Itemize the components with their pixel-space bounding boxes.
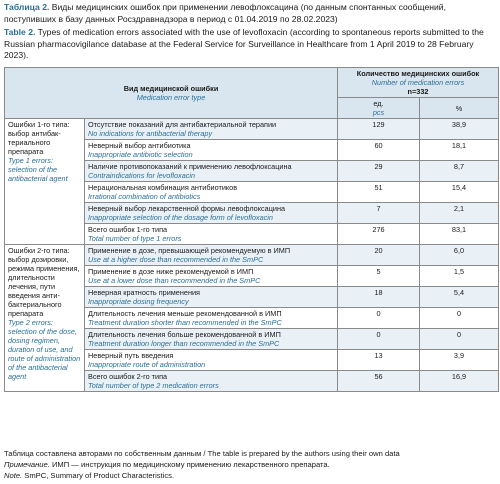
footer-note-ru bbox=[4, 460, 498, 470]
error-description bbox=[85, 329, 338, 350]
group-title-ru: Ошибки 1-го типа: выбор антибак-териального препарата bbox=[8, 120, 70, 156]
error-percent: 0 bbox=[420, 308, 499, 329]
error-description bbox=[85, 203, 338, 224]
group-title-en: Type 2 errors: selection of the dose, dosing regimen, duration of use, and route of administration of the antibacterial agent bbox=[8, 318, 81, 381]
error-name-en: Inappropriate selection of the dosage form of levofloxacin bbox=[88, 213, 273, 222]
header-units-en: pcs bbox=[372, 108, 385, 117]
error-name-en: Treatment duration longer than recommended in the SmPC bbox=[88, 339, 280, 348]
error-description bbox=[85, 308, 338, 329]
footer-note-ru-label: Примечание. bbox=[4, 460, 50, 469]
table-row bbox=[5, 119, 499, 140]
footer-note-en-label: Note. bbox=[4, 471, 23, 480]
error-percent: 5,4 bbox=[420, 287, 499, 308]
error-name-en: Contraindications for levofloxacin bbox=[88, 171, 196, 180]
error-name-ru: Наличие противопоказаний к применению левофлоксацина bbox=[88, 162, 292, 171]
error-name-en: Use at a higher dose than recommended in the SmPC bbox=[88, 255, 264, 264]
error-percent: 15,4 bbox=[420, 182, 499, 203]
error-name-en: Use at a lower dose than recommended in the SmPC bbox=[88, 276, 261, 285]
error-count: 276 bbox=[338, 224, 420, 245]
table-row bbox=[5, 245, 499, 266]
error-name-en: No indications for antibacterial therapy bbox=[88, 129, 213, 138]
error-count: 0 bbox=[338, 329, 420, 350]
header-units-ru: ед. bbox=[373, 99, 384, 108]
error-percent: 6,0 bbox=[420, 245, 499, 266]
error-count: 56 bbox=[338, 371, 420, 392]
error-name-ru: Неверный путь введения bbox=[88, 351, 174, 360]
error-description bbox=[85, 224, 338, 245]
error-count: 20 bbox=[338, 245, 420, 266]
error-description bbox=[85, 371, 338, 392]
medication-errors-table bbox=[4, 67, 499, 392]
error-name-en: Inappropriate route of administration bbox=[88, 360, 206, 369]
footer-note-ru-text: ИМП — инструкция по медицинскому применению лекарственного препарата. bbox=[49, 460, 330, 469]
error-count: 51 bbox=[338, 182, 420, 203]
header-type-en: Medication error type bbox=[136, 93, 206, 102]
error-description bbox=[85, 182, 338, 203]
caption-text-ru: Виды медицинских ошибок при применении левофлоксацина (по данным спонтанных сообщений, поступивших в базу данных Росздравнадзора в период с 01.04.2019 по 28.02.2023) bbox=[4, 2, 446, 24]
header-units bbox=[338, 98, 420, 119]
error-name-ru: Неверная кратность применения bbox=[88, 288, 201, 297]
error-name-ru: Длительность лечения больше рекомендованной в ИМП bbox=[88, 330, 281, 339]
error-count: 7 bbox=[338, 203, 420, 224]
error-percent: 18,1 bbox=[420, 140, 499, 161]
error-count: 60 bbox=[338, 140, 420, 161]
error-percent: 38,9 bbox=[420, 119, 499, 140]
header-error-type bbox=[5, 68, 338, 119]
error-name-ru: Неверный выбор антибиотика bbox=[88, 141, 191, 150]
error-count: 13 bbox=[338, 350, 420, 371]
table-caption-ru bbox=[4, 2, 498, 25]
caption-label-en: Table 2. bbox=[4, 27, 36, 37]
error-name-ru: Применение в дозе ниже рекомендуемой в ИМП bbox=[88, 267, 254, 276]
caption-label-ru: Таблица 2. bbox=[4, 2, 50, 12]
error-description bbox=[85, 245, 338, 266]
error-count: 18 bbox=[338, 287, 420, 308]
header-n: n=332 bbox=[407, 87, 429, 96]
error-count: 0 bbox=[338, 308, 420, 329]
error-name-en: Irrational combination of antibiotics bbox=[88, 192, 201, 201]
error-description bbox=[85, 140, 338, 161]
error-count: 29 bbox=[338, 161, 420, 182]
error-name-en: Treatment duration shorter than recommended in the SmPC bbox=[88, 318, 282, 327]
group-cell bbox=[5, 245, 85, 392]
error-name-ru: Неверный выбор лекарственной формы левофлоксацина bbox=[88, 204, 286, 213]
error-percent: 83,1 bbox=[420, 224, 499, 245]
group-title-ru: Ошибки 2-го типа: выбор дозировки, режима применения, длительности лечения, пути введения анти-бактериального препарата bbox=[8, 246, 80, 318]
error-count: 129 bbox=[338, 119, 420, 140]
header-type-ru: Вид медицинской ошибки bbox=[123, 84, 219, 93]
header-count-ru: Количество медицинских ошибок bbox=[356, 69, 480, 78]
group-cell bbox=[5, 119, 85, 245]
group-title-en: Type 1 errors: selection of the antibacterial agent bbox=[8, 156, 68, 183]
error-description bbox=[85, 161, 338, 182]
header-count-en: Number of medication errors bbox=[371, 78, 465, 87]
footer-note-en-text: SmPC, Summary of Product Characteristics. bbox=[22, 471, 175, 480]
footer-note-en bbox=[4, 471, 498, 481]
error-percent: 1,5 bbox=[420, 266, 499, 287]
error-percent: 0 bbox=[420, 329, 499, 350]
error-name-en: Inappropriate dosing frequency bbox=[88, 297, 189, 306]
error-description bbox=[85, 350, 338, 371]
header-count bbox=[338, 68, 499, 98]
error-name-ru: Нерациональная комбинация антибиотиков bbox=[88, 183, 238, 192]
error-description bbox=[85, 266, 338, 287]
error-name-ru: Всего ошибок 2-го типа bbox=[88, 372, 168, 381]
error-name-en: Total number of type 1 errors bbox=[88, 234, 182, 243]
error-percent: 3,9 bbox=[420, 350, 499, 371]
error-description bbox=[85, 287, 338, 308]
error-percent: 2,1 bbox=[420, 203, 499, 224]
error-name-ru: Всего ошибок 1-го типа bbox=[88, 225, 168, 234]
error-name-en: Inappropriate antibiotic selection bbox=[88, 150, 193, 159]
table-caption-en bbox=[4, 27, 498, 62]
error-name-en: Total number of type 2 medication errors bbox=[88, 381, 219, 390]
error-percent: 16,9 bbox=[420, 371, 499, 392]
error-percent: 8,7 bbox=[420, 161, 499, 182]
error-count: 5 bbox=[338, 266, 420, 287]
error-name-ru: Применение в дозе, превышающей рекомендуемую в ИМП bbox=[88, 246, 291, 255]
error-name-ru: Отсутствие показаний для антибактериальной терапии bbox=[88, 120, 277, 129]
header-percent: % bbox=[420, 98, 499, 119]
error-description bbox=[85, 119, 338, 140]
error-name-ru: Длительность лечения меньше рекомендованной в ИМП bbox=[88, 309, 282, 318]
footer-source: Таблица составлена авторами по собственным данным / The table is prepared by the authors using their own data bbox=[4, 449, 400, 458]
caption-text-en: Types of medication errors associated with the use of levofloxacin (according to spontaneous reports submitted to the Russian pharmacovigilance database at the Federal Service for Surveillance in Healthcare from 1 April 2019 to 28 February 2023). bbox=[4, 27, 484, 60]
